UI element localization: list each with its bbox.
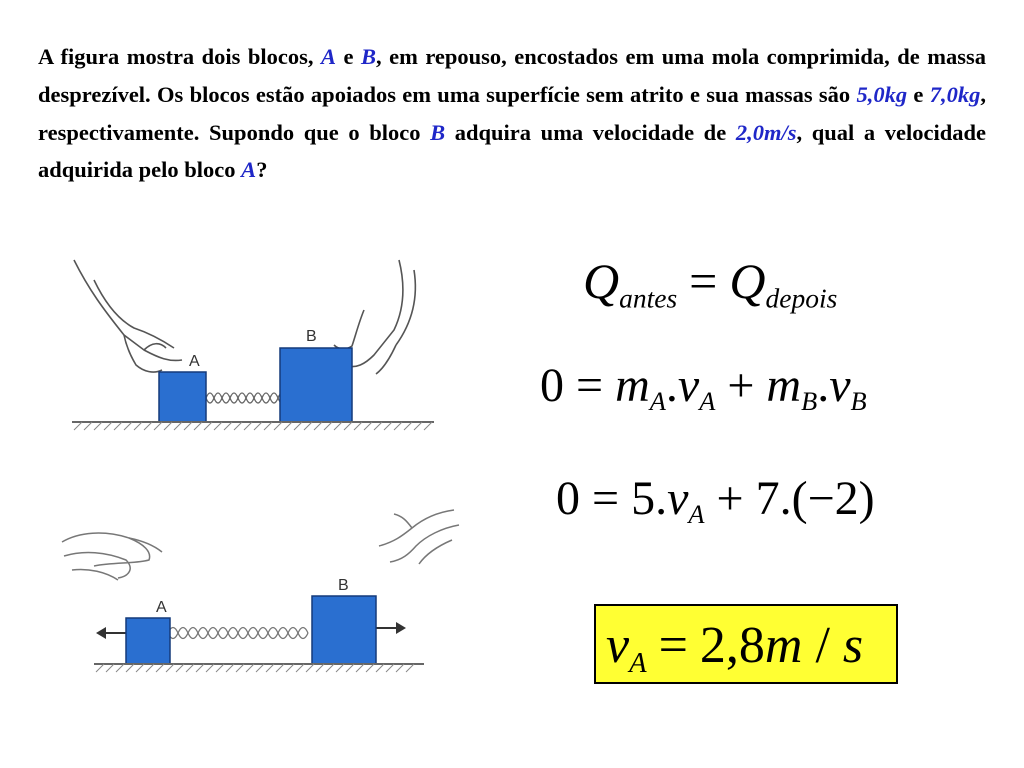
eq-operator: = <box>592 472 620 525</box>
eq-subscript: A <box>649 386 666 417</box>
problem-text: , qual a velocidade adquirida pelo bloco <box>38 119 986 183</box>
eq-symbol: Q <box>729 253 766 309</box>
answer-unit: m <box>764 617 803 674</box>
problem-text: e <box>336 44 361 69</box>
block-b-label: B <box>361 44 377 69</box>
mass-a-value: 5,0kg <box>856 81 908 107</box>
figure-blocks-at-rest <box>34 250 444 452</box>
eq-symbol: m <box>766 359 802 412</box>
eq-operator: = <box>576 359 604 412</box>
problem-text: , respectivamente. Supondo que o bloco <box>38 81 986 145</box>
figure-label-a: A <box>156 599 167 616</box>
eq-operator: = <box>689 253 718 309</box>
figure-label-a: A <box>189 353 200 370</box>
eq-symbol: v <box>667 472 689 525</box>
block-b <box>280 348 352 422</box>
block-a <box>126 618 170 664</box>
eq-subscript: antes <box>619 282 678 314</box>
eq-subscript: depois <box>765 282 838 314</box>
problem-statement <box>38 38 986 189</box>
eq-subscript: A <box>699 386 716 417</box>
figure-label-b: B <box>338 577 349 594</box>
block-a-label: A <box>241 157 257 183</box>
eq-number: 0 <box>556 472 580 525</box>
equation-momentum-sum <box>540 359 867 417</box>
figure-blocks-released <box>34 480 479 688</box>
eq-number: 0 <box>540 359 564 412</box>
eq-dot: . <box>665 359 678 412</box>
eq-symbol: Q <box>583 253 620 309</box>
answer-unit: s <box>842 617 864 674</box>
eq-symbol: m <box>615 359 650 412</box>
problem-text: ? <box>256 157 268 183</box>
block-a-label: A <box>321 44 337 69</box>
eq-operator: = <box>658 617 688 674</box>
block-b <box>312 596 376 664</box>
eq-number: 5. <box>631 472 668 525</box>
equation-substitution <box>556 472 875 530</box>
problem-text: e <box>907 81 930 107</box>
eq-operator: + <box>716 472 744 525</box>
problem-text: adquira uma velocidade de <box>445 119 736 145</box>
equation-answer <box>606 617 864 679</box>
block-b-label: B <box>430 119 446 145</box>
eq-dot: . <box>817 359 830 412</box>
eq-subscript: B <box>850 386 867 417</box>
eq-operator: + <box>727 359 755 412</box>
problem-text: , em repouso, encostados em uma mola comprimida, de massa desprezível. Os blocos estão apoiados em uma superfície sem atrito e sua massas são <box>38 44 986 107</box>
eq-symbol: v <box>677 359 700 412</box>
figure-label-b: B <box>306 328 317 345</box>
block-a <box>159 372 206 422</box>
problem-text: A figura mostra dois blocos, <box>38 44 322 69</box>
equation-momentum-conservation <box>583 253 838 314</box>
eq-symbol: v <box>606 617 630 674</box>
eq-number: 7.(−2) <box>755 472 875 525</box>
answer-box <box>594 604 898 684</box>
mass-b-value: 7,0kg <box>929 81 981 107</box>
answer-unit-slash: / <box>802 617 843 674</box>
eq-subscript: A <box>688 499 705 530</box>
eq-subscript: B <box>801 386 818 417</box>
eq-subscript: A <box>629 648 647 679</box>
velocity-b-value: 2,0m/s <box>735 119 797 145</box>
eq-symbol: v <box>829 359 851 412</box>
answer-value: 2,8 <box>699 617 765 674</box>
